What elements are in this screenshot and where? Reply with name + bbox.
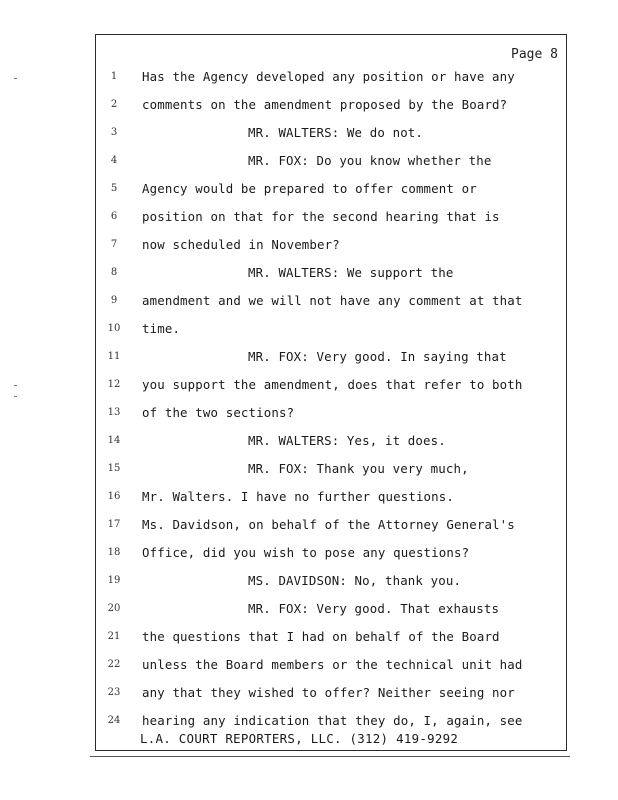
line-text: unless the Board members or the technical unit had xyxy=(142,657,523,672)
line-text: now scheduled in November? xyxy=(142,237,340,252)
line-text: amendment and we will not have any comment at that xyxy=(142,293,523,308)
transcript-line xyxy=(95,486,567,514)
line-number: 5 xyxy=(110,183,118,194)
line-number: 7 xyxy=(110,239,118,250)
transcript-line xyxy=(95,122,567,150)
line-number: 19 xyxy=(107,575,121,586)
line-text: any that they wished to offer? Neither seeing nor xyxy=(142,685,515,700)
transcript-line xyxy=(95,598,567,626)
scan-mark xyxy=(14,78,17,79)
line-number: 2 xyxy=(110,99,118,110)
transcript-line xyxy=(95,542,567,570)
transcript-line xyxy=(95,430,567,458)
line-number: 14 xyxy=(107,435,121,446)
line-text: MR. FOX: Do you know whether the xyxy=(248,153,492,168)
page-number: Page 8 xyxy=(511,47,558,62)
line-text: MR. WALTERS: Yes, it does. xyxy=(248,433,446,448)
line-number: 17 xyxy=(107,519,121,530)
transcript-line xyxy=(95,150,567,178)
line-text: time. xyxy=(142,321,181,336)
transcript-line xyxy=(95,346,567,374)
transcript-line xyxy=(95,262,567,290)
line-text: you support the amendment, does that refer to both xyxy=(142,377,523,392)
scan-mark xyxy=(14,385,17,386)
bottom-rule xyxy=(90,756,570,757)
line-text: position on that for the second hearing that is xyxy=(142,209,500,224)
line-number: 10 xyxy=(107,323,121,334)
line-text: MR. WALTERS: We support the xyxy=(248,265,454,280)
line-text: Mr. Walters. I have no further questions. xyxy=(142,489,455,504)
transcript-line xyxy=(95,66,567,94)
line-number: 15 xyxy=(107,463,121,474)
transcript-line xyxy=(95,374,567,402)
line-text: the questions that I had on behalf of the Board xyxy=(142,629,500,644)
line-text: MR. FOX: Very good. That exhausts xyxy=(248,601,500,616)
transcript-line xyxy=(95,94,567,122)
transcript-line xyxy=(95,458,567,486)
line-number: 3 xyxy=(110,127,118,138)
line-text: Office, did you wish to pose any questions? xyxy=(142,545,470,560)
line-number: 13 xyxy=(107,407,121,418)
line-number: 21 xyxy=(107,631,121,642)
line-number: 6 xyxy=(110,211,118,222)
transcript-line xyxy=(95,570,567,598)
transcript-line xyxy=(95,206,567,234)
transcript-line xyxy=(95,626,567,654)
line-number: 18 xyxy=(107,547,121,558)
line-text: MR. WALTERS: We do not. xyxy=(248,125,424,140)
transcript-line xyxy=(95,318,567,346)
line-text: MR. FOX: Thank you very much, xyxy=(248,461,469,476)
line-text: of the two sections? xyxy=(142,405,295,420)
transcript-line xyxy=(95,682,567,710)
line-number: 1 xyxy=(110,71,118,82)
transcript-line xyxy=(95,178,567,206)
transcript-line xyxy=(95,402,567,430)
line-text: Agency would be prepared to offer comment or xyxy=(142,181,477,196)
transcript-line xyxy=(95,514,567,542)
line-number: 24 xyxy=(107,715,121,726)
line-number: 22 xyxy=(107,659,121,670)
line-text: Ms. Davidson, on behalf of the Attorney General's xyxy=(142,517,515,532)
line-number: 8 xyxy=(110,267,118,278)
line-number: 12 xyxy=(107,379,121,390)
transcript-line xyxy=(95,234,567,262)
transcript-line xyxy=(95,290,567,318)
line-text: comments on the amendment proposed by the Board? xyxy=(142,97,508,112)
line-number: 11 xyxy=(107,351,121,362)
line-number: 23 xyxy=(107,687,121,698)
transcript-body xyxy=(95,66,567,738)
line-number: 9 xyxy=(110,295,118,306)
line-number: 16 xyxy=(107,491,121,502)
line-text: Has the Agency developed any position or have any xyxy=(142,69,515,84)
line-number: 4 xyxy=(110,155,118,166)
transcript-line xyxy=(95,654,567,682)
line-text: MR. FOX: Very good. In saying that xyxy=(248,349,507,364)
court-reporter-footer: L.A. COURT REPORTERS, LLC. (312) 419-9292 xyxy=(140,731,459,746)
line-text: MS. DAVIDSON: No, thank you. xyxy=(248,573,462,588)
scan-mark xyxy=(14,396,17,397)
line-number: 20 xyxy=(107,603,121,614)
line-text: hearing any indication that they do, I, again, see xyxy=(142,713,523,728)
